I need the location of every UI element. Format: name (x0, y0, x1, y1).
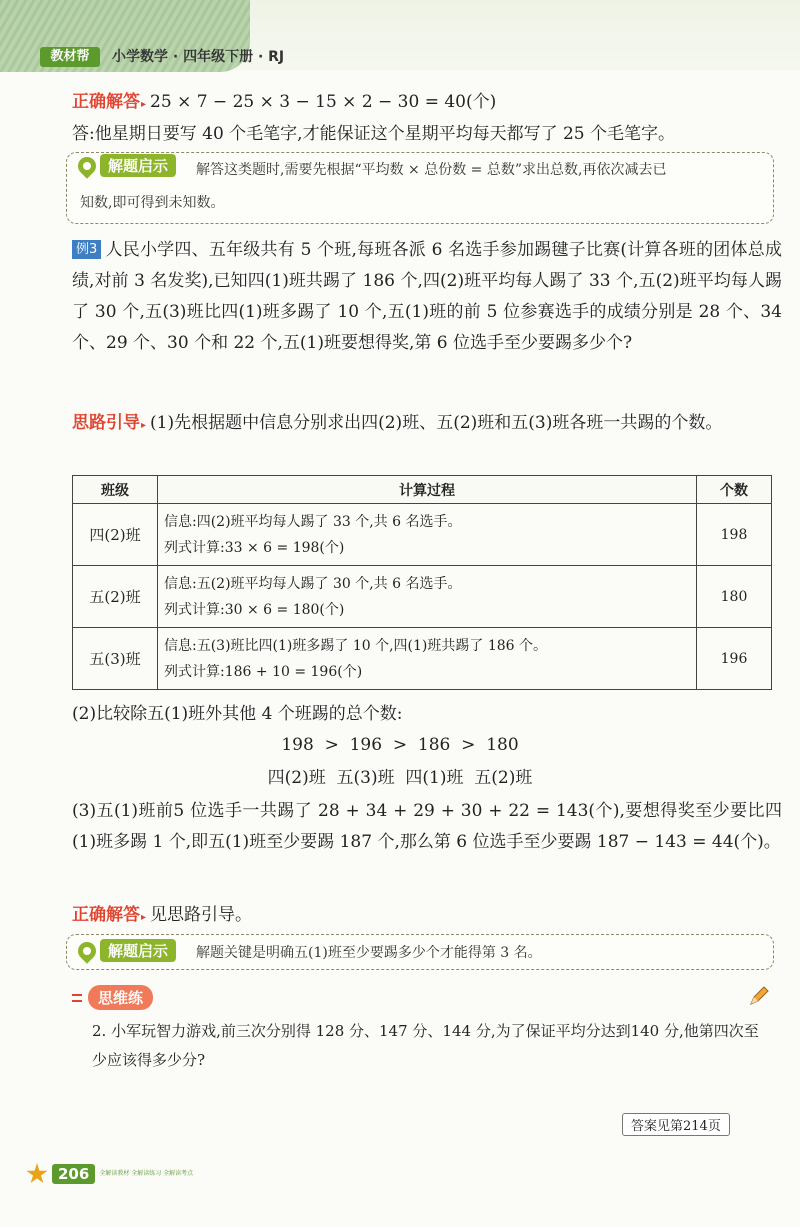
hint2-label: 解题启示 (100, 939, 176, 962)
drill-label: 思维练 (88, 985, 153, 1010)
pencil-icon (748, 985, 770, 1007)
answer2-text: 见思路引导。 (150, 905, 253, 925)
cell-process (158, 628, 697, 690)
page-footer (26, 1163, 193, 1185)
arrow-icon: ▸ (141, 912, 147, 923)
thinking-label: 思路引导 (72, 413, 140, 433)
header-class: 班级 (73, 476, 158, 504)
cell-calc: 列式计算:33 × 6 = 198(个) (164, 539, 345, 556)
cell-calc: 列式计算:186 + 10 = 196(个) (164, 663, 363, 680)
hint1-label: 解题启示 (100, 154, 176, 177)
book-title: 小学数学 · 四年级下册 · RJ (112, 49, 285, 65)
cell-process (158, 566, 697, 628)
cell-count: 196 (697, 628, 772, 690)
cell-class: 五(3)班 (73, 628, 158, 690)
header-count: 个数 (697, 476, 772, 504)
location-pin-icon (74, 938, 99, 963)
drill-header (72, 985, 153, 1010)
brand-logo: 教材帮 (40, 47, 100, 67)
answer1-line (72, 90, 496, 117)
cell-count: 180 (697, 566, 772, 628)
bars-icon (72, 994, 82, 1002)
thinking-paragraph (72, 408, 782, 441)
hint2-text: 解题关键是明确五(1)班至少要踢多少个才能得第 3 名。 (196, 945, 542, 961)
cell-info: 信息:五(2)班平均每人踢了 30 个,共 6 名选手。 (164, 575, 462, 592)
hint1-line2: 知数,即可得到未知数。 (80, 195, 225, 211)
answer1-label: 正确解答 (72, 92, 140, 112)
drill-question: 2. 小军玩智力游戏,前三次分别得 128 分、147 分、144 分,为了保证平均分达到140 分,他第四次至少应该得多少分? (92, 1022, 759, 1069)
hint1-line1: 解答这类题时,需要先根据“平均数 × 总份数 = 总数”求出总数,再依次减去已 (196, 162, 667, 178)
step2-classes: 四(2)班 五(3)班 四(1)班 五(2)班 (267, 768, 533, 788)
table-header-row (73, 476, 772, 504)
table-row (73, 504, 772, 566)
hint-tag-2 (78, 939, 176, 962)
footer-slogan: 全解读教材 全解读练习 全解读考点 (99, 1170, 194, 1177)
answer1-expression: 25 × 7 − 25 × 3 − 15 × 2 − 30 = 40(个) (150, 92, 497, 112)
location-pin-icon (74, 153, 99, 178)
cell-info: 信息:五(3)班比四(1)班多踢了 10 个,四(1)班共踢了 186 个。 (164, 637, 547, 654)
answer2-label: 正确解答 (72, 905, 140, 925)
header-process: 计算过程 (158, 476, 697, 504)
step3-paragraph: (3)五(1)班前5 位选手一共踢了 28 + 34 + 29 + 30 + 22 = 143(个),要想得奖至少要比四(1)班多踢 1 个,即五(1)班至少要踢 187 个,那么第 6 位选手至少要踢 187 − 143 = 44(个)。 (72, 801, 782, 852)
arrow-icon: ▸ (141, 99, 147, 110)
cell-info: 信息:四(2)班平均每人踢了 33 个,共 6 名选手。 (164, 513, 462, 530)
hint-tag-1 (78, 154, 176, 177)
arrow-icon: ▸ (141, 420, 147, 431)
cell-process (158, 504, 697, 566)
table-row (73, 566, 772, 628)
answer1-conclusion: 答:他星期日要写 40 个毛笔字,才能保证这个星期平均每天都写了 25 个毛笔字。 (72, 124, 676, 144)
cell-class: 四(2)班 (73, 504, 158, 566)
thinking-text: (1)先根据题中信息分别求出四(2)班、五(2)班和五(3)班各班一共踢的个数。 (150, 413, 723, 433)
answer-reference: 答案见第214页 (622, 1113, 730, 1136)
example3-tag: 例3 (72, 240, 101, 259)
step2-text: (2)比较除五(1)班外其他 4 个班踢的总个数: (72, 704, 403, 724)
example3-paragraph (72, 235, 782, 359)
star-icon (26, 1163, 48, 1185)
cell-count: 198 (697, 504, 772, 566)
page-number: 206 (52, 1164, 95, 1184)
answer2-line (72, 903, 252, 930)
cell-class: 五(2)班 (73, 566, 158, 628)
table-row (73, 628, 772, 690)
example3-text: 人民小学四、五年级共有 5 个班,每班各派 6 名选手参加踢毽子比赛(计算各班的团体总成绩,对前 3 名发奖),已知四(1)班共踢了 186 个,四(2)班平均每人踢了 33 个,五(2)班平均每人踢了 30 个,五(3)班比四(1)班多踢了 10 个,五(1)班的前 5 位参赛选手的成绩分别是 28 个、34 个、29 个、30 个和 22 个,五(1)班要想得奖,第 6 位选手至少要踢多少个? (72, 240, 782, 353)
calculation-table (72, 475, 772, 690)
step2-numbers: 198 > 196 > 186 > 180 (281, 735, 519, 755)
cell-calc: 列式计算:30 × 6 = 180(个) (164, 601, 345, 618)
